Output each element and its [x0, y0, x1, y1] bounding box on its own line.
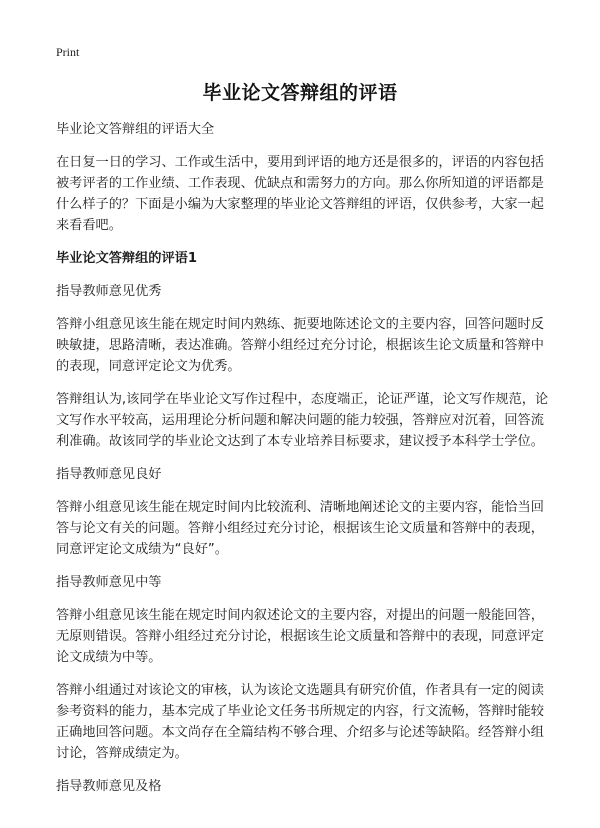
subheading-medium: 指导教师意见中等 — [56, 575, 162, 590]
paragraph-good: 答辩小组意见该生能在规定时间内比较流利、清晰地阐述论文的主要内容，能恰当回答与论文有关的问题。答辩小组经过充分讨论，根据该生论文质量和答辩中的表现，同意评定论文成绩为“良好”。 — [56, 500, 544, 557]
subheading-excellent: 指导教师意见优秀 — [56, 284, 162, 299]
subtitle: 毕业论文答辩组的评语大全 — [56, 122, 215, 137]
paragraph-degree: 答辩组认为,该同学在毕业论文写作过程中，态度端正，论证严谨，论文写作规范，论文写作水平较高，运用理论分析问题和解决问题的能力较强，答辩应对沉着，回答流利准确。故该同学的毕业论文达到了本专业培养目标要求，建议授予本科学士学位。 — [56, 392, 549, 449]
intro-paragraph: 在日复一日的学习、工作或生活中，要用到评语的地方还是很多的，评语的内容包括被考评者的工作业绩、工作表现、优缺点和需努力的方向。那么你所知道的评语都是什么样子的？下面是小编为大家整理的毕业论文答辩组的评语，仅供参考，大家一起来看看吧。 — [56, 155, 544, 233]
page-title: 毕业论文答辩组的评语 — [202, 82, 398, 104]
paragraph-medium: 答辩小组意见该生能在规定时间内叙述论文的主要内容，对提出的问题一般能回答，无原则错误。答辩小组经过充分讨论，根据该生论文质量和答辩中的表现，同意评定论文成绩为中等。 — [56, 608, 544, 665]
section-heading: 毕业论文答辩组的评语1 — [56, 251, 198, 266]
article-body — [56, 119, 554, 809]
paragraph-review: 答辩小组通过对该论文的审核，认为该论文选题具有研究价值，作者具有一定的阅读参考资料的能力，基本完成了毕业论文任务书所规定的内容，行文流畅，答辩时能较正确地回答问题。本文尚存在全篇结构不够合理、介绍多与论述等缺陷。经答辩小组讨论，答辩成绩定为。 — [56, 683, 544, 761]
subheading-pass: 指导教师意见及格 — [56, 779, 162, 794]
paragraph-excellent: 答辩小组意见该生能在规定时间内熟练、扼要地陈述论文的主要内容，回答问题时反映敏捷，思路清晰，表达准确。答辩小组经过充分讨论，根据该生论文质量和答辩中的表现，同意评定论文为优秀。 — [56, 317, 544, 374]
subheading-good: 指导教师意见良好 — [56, 467, 162, 482]
print-link[interactable]: Print — [56, 45, 80, 59]
